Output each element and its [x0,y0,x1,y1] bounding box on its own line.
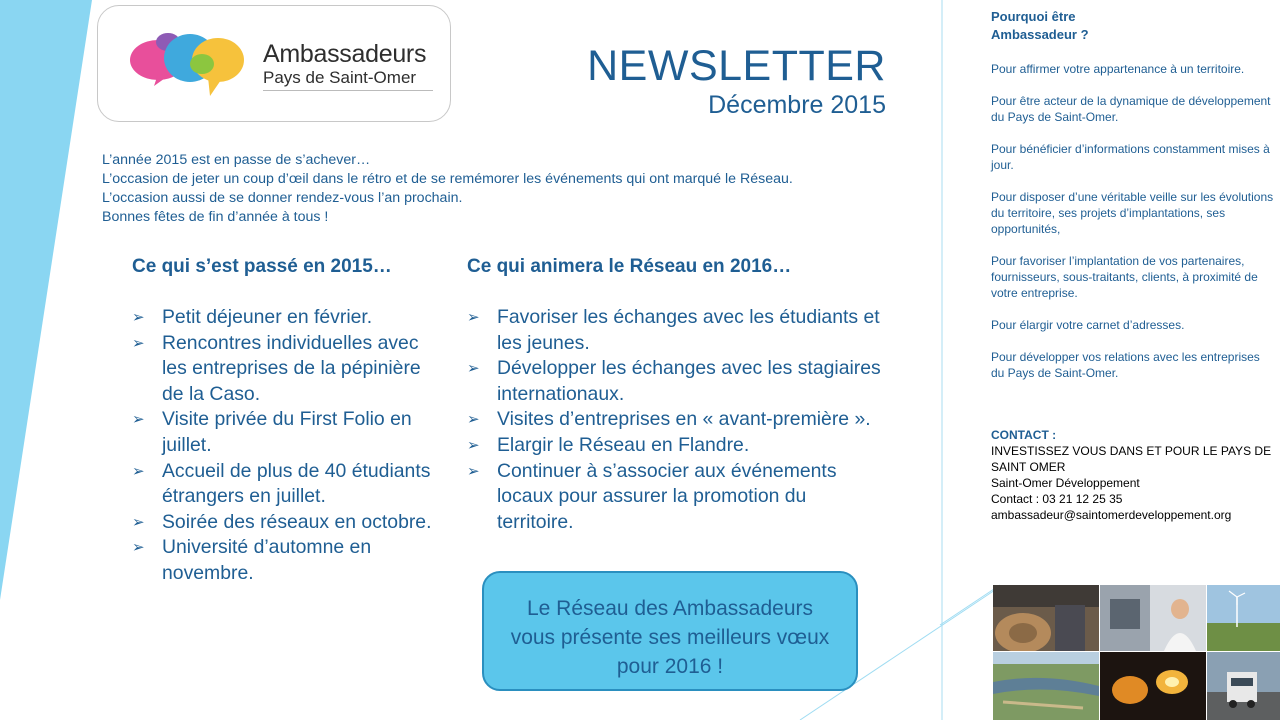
contact-phone[interactable]: Contact : 03 21 12 25 35 [991,492,1123,506]
arrow-bullet-icon: ➢ [132,462,145,480]
arrow-bullet-icon: ➢ [132,513,145,531]
laboratory-worker-photo [1100,585,1206,651]
arrow-bullet-icon: ➢ [132,309,145,326]
contact-heading: CONTACT : [991,428,1057,442]
intro-line: L’année 2015 est en passe de s’achever… [102,152,371,168]
list-item-text: Visites d’entreprises en « avant-première ». [497,408,871,431]
list-item [132,305,432,331]
list-item-text: Soirée des réseaux en octobre. [162,510,432,533]
sidebar-why-ambassador [991,8,1276,397]
past-events-heading: Ce qui s’est passé en 2015… [132,256,392,277]
future-events-list [467,305,882,535]
arrow-bullet-icon: ➢ [467,462,480,480]
past-events-list [132,305,432,587]
logo-title: Ambassadeurs [263,40,427,68]
greetings-line: pour 2016 ! [616,655,724,678]
sidebar-heading-line: Ambassadeur ? [991,27,1089,42]
sidebar-reason: Pour affirmer votre appartenance à un territoire. [991,62,1245,76]
list-item [467,356,882,407]
list-item-text: Rencontres individuelles avec les entreprises de la pépinière de la Caso. [162,331,421,405]
list-item [132,331,432,408]
arrow-bullet-icon: ➢ [132,411,145,429]
logo-underline [263,90,433,91]
contact-slogan: INVESTISSEZ VOUS DANS ET POUR LE PAYS DE SAINT OMER [991,444,1272,474]
list-item-text: Elargir le Réseau en Flandre. [497,433,750,456]
sidebar-reason: Pour être acteur de la dynamique de développement du Pays de Saint-Omer. [991,94,1271,124]
intro-line: L’occasion de jeter un coup d’œil dans le rétro et de se remémorer les événements qui ont marqué le Réseau. [102,171,793,187]
list-item [467,407,882,433]
list-item [132,510,432,536]
speech-bubbles-icon [128,22,248,107]
photo-collage [993,585,1280,720]
list-item-text: Développer les échanges avec les stagiaires internationaux. [497,357,881,405]
list-item [467,305,882,356]
sidebar-reason: Pour favoriser l’implantation de vos partenaires, fournisseurs, sous-traitants, clients, à proximité de votre entreprise. [991,254,1258,300]
list-item-text: Université d’automne en novembre. [162,536,372,584]
list-item [467,459,882,536]
arrow-bullet-icon: ➢ [467,360,480,378]
arrow-bullet-icon: ➢ [467,309,480,326]
future-events-section [467,256,882,535]
sidebar-reason: Pour disposer d’une véritable veille sur les évolutions du territoire, ses projets d’implantations, ses opportunités, [991,190,1274,236]
intro-line: Bonnes fêtes de fin d’année à tous ! [102,209,329,225]
sidebar-heading-line: Pourquoi être [991,9,1076,24]
logo-subtitle: Pays de Saint-Omer [263,68,417,87]
intro-line: L’occasion aussi de se donner rendez-vous l’an prochain. [102,190,463,206]
list-item [132,407,432,458]
sidebar-heading [991,8,1276,44]
arrow-bullet-icon: ➢ [467,436,480,454]
list-item [132,459,432,510]
truck-on-highway-photo [1207,652,1280,720]
list-item [132,535,432,586]
sidebar-reason: Pour élargir votre carnet d’adresses. [991,318,1185,332]
arrow-bullet-icon: ➢ [132,334,145,352]
contact-organization: Saint-Omer Développement [991,476,1140,490]
sidebar-reason: Pour bénéficier d’informations constamment mises à jour. [991,142,1270,172]
intro-text [102,151,793,227]
past-events-section [132,256,432,587]
industrial-fire-photo [1100,652,1206,720]
season-greetings-box [482,571,858,691]
logo [97,5,451,122]
future-events-heading: Ce qui animera le Réseau en 2016… [467,256,792,277]
list-item-text: Petit déjeuner en février. [162,306,373,328]
factory-paper-roll-photo [993,585,1099,651]
sidebar-reason: Pour développer vos relations avec les entreprises du Pays de Saint-Omer. [991,350,1260,380]
greetings-line: Le Réseau des Ambassadeurs [526,597,813,620]
aerial-landscape-photo [993,652,1099,720]
newsletter-date: Décembre 2015 [708,91,886,119]
list-item-text: Continuer à s’associer aux événements locaux pour assurer la promotion du territoire. [497,459,837,533]
contact-email[interactable]: ambassadeur@saintomerdeveloppement.org [991,508,1232,522]
wind-turbines-landscape-photo [1207,585,1280,651]
contact-section [991,427,1276,523]
greetings-line: vous présente ses meilleurs vœux [510,626,830,649]
list-item [467,433,882,459]
list-item-text: Favoriser les échanges avec les étudiants et les jeunes. [497,306,880,354]
list-item-text: Accueil de plus de 40 étudiants étrangers en juillet. [162,459,431,508]
arrow-bullet-icon: ➢ [132,539,145,557]
list-item-text: Visite privée du First Folio en juillet. [162,408,412,456]
newsletter-title: NEWSLETTER [587,42,886,90]
arrow-bullet-icon: ➢ [467,411,480,429]
